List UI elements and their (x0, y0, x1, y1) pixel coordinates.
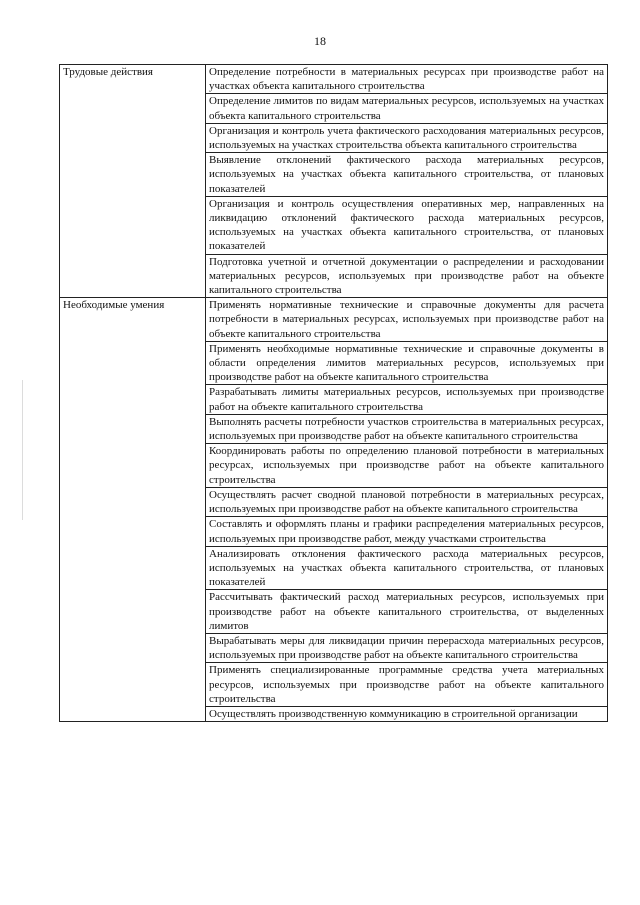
scan-artifact-line (22, 380, 23, 520)
table-row (60, 298, 608, 342)
labor-action-item: Определение потребности в материальных ресурсах при производстве работ на участках объекта капитального строительства (206, 65, 608, 94)
required-skill-item: Применять необходимые нормативные технические и справочные документы в области определения лимитов материальных ресурсов, используемых при производстве работ на объекте капитального строительства (206, 341, 608, 385)
required-skill-item: Рассчитывать фактический расход материальных ресурсов, используемых при производстве работ на объекте капитального строительства, от выделенных лимитов (206, 590, 608, 634)
required-skill-item: Применять специализированные программные средства учета материальных ресурсов, используемых при производстве работ на объекте капитального строительства (206, 663, 608, 707)
page-number: 18 (314, 34, 326, 48)
section-label-required-skills: Необходимые умения (60, 298, 206, 722)
labor-action-item: Организация и контроль учета фактического расходования материальных ресурсов, используемых на участках строительства объекта капитального строительства (206, 123, 608, 152)
section-label-labor-actions: Трудовые действия (60, 65, 206, 298)
labor-action-item: Выявление отклонений фактического расхода материальных ресурсов, используемых на участках объекта капитального строительства, от плановых показателей (206, 153, 608, 197)
required-skill-item: Осуществлять производственную коммуникацию в строительной организации (206, 706, 608, 721)
labor-action-item: Определение лимитов по видам материальных ресурсов, используемых на участках объекта капитального строительства (206, 94, 608, 123)
required-skill-item: Применять нормативные технические и справочные документы для расчета потребности в материальных ресурсах, используемых при производстве работ на объекте капитального строительства (206, 298, 608, 342)
required-skill-item: Вырабатывать меры для ликвидации причин перерасхода материальных ресурсов, используемых при производстве работ на объекте капитального строительства (206, 633, 608, 662)
required-skill-item: Выполнять расчеты потребности участков строительства в материальных ресурсах, используемых при производстве работ на объекте капитального строительства (206, 414, 608, 443)
required-skill-item: Разрабатывать лимиты материальных ресурсов, используемых при производстве работ на объекте капитального строительства (206, 385, 608, 414)
labor-action-item: Организация и контроль осуществления оперативных мер, направленных на ликвидацию отклонений фактического расхода материальных ресурсов, используемых на участках объекта капитального строительства, от плановых показателей (206, 196, 608, 254)
required-skill-item: Анализировать отклонения фактического расхода материальных ресурсов, используемых на участках объекта капитального строительства, от плановых показателей (206, 546, 608, 590)
document-table (59, 64, 608, 722)
required-skill-item: Осуществлять расчет сводной плановой потребности в материальных ресурсах, используемых при производстве работ на объекте капитального строительства (206, 487, 608, 516)
required-skill-item: Координировать работы по определению плановой потребности в материальных ресурсах, используемых при производстве работ на объекте капитального строительства (206, 444, 608, 488)
table-row (60, 65, 608, 94)
labor-action-item: Подготовка учетной и отчетной документации о распределении и расходовании материальных ресурсов, используемых при производстве работ на объекте капитального строительства (206, 254, 608, 298)
required-skill-item: Составлять и оформлять планы и графики распределения материальных ресурсов, используемых при производстве работ, между участками строительства (206, 517, 608, 546)
